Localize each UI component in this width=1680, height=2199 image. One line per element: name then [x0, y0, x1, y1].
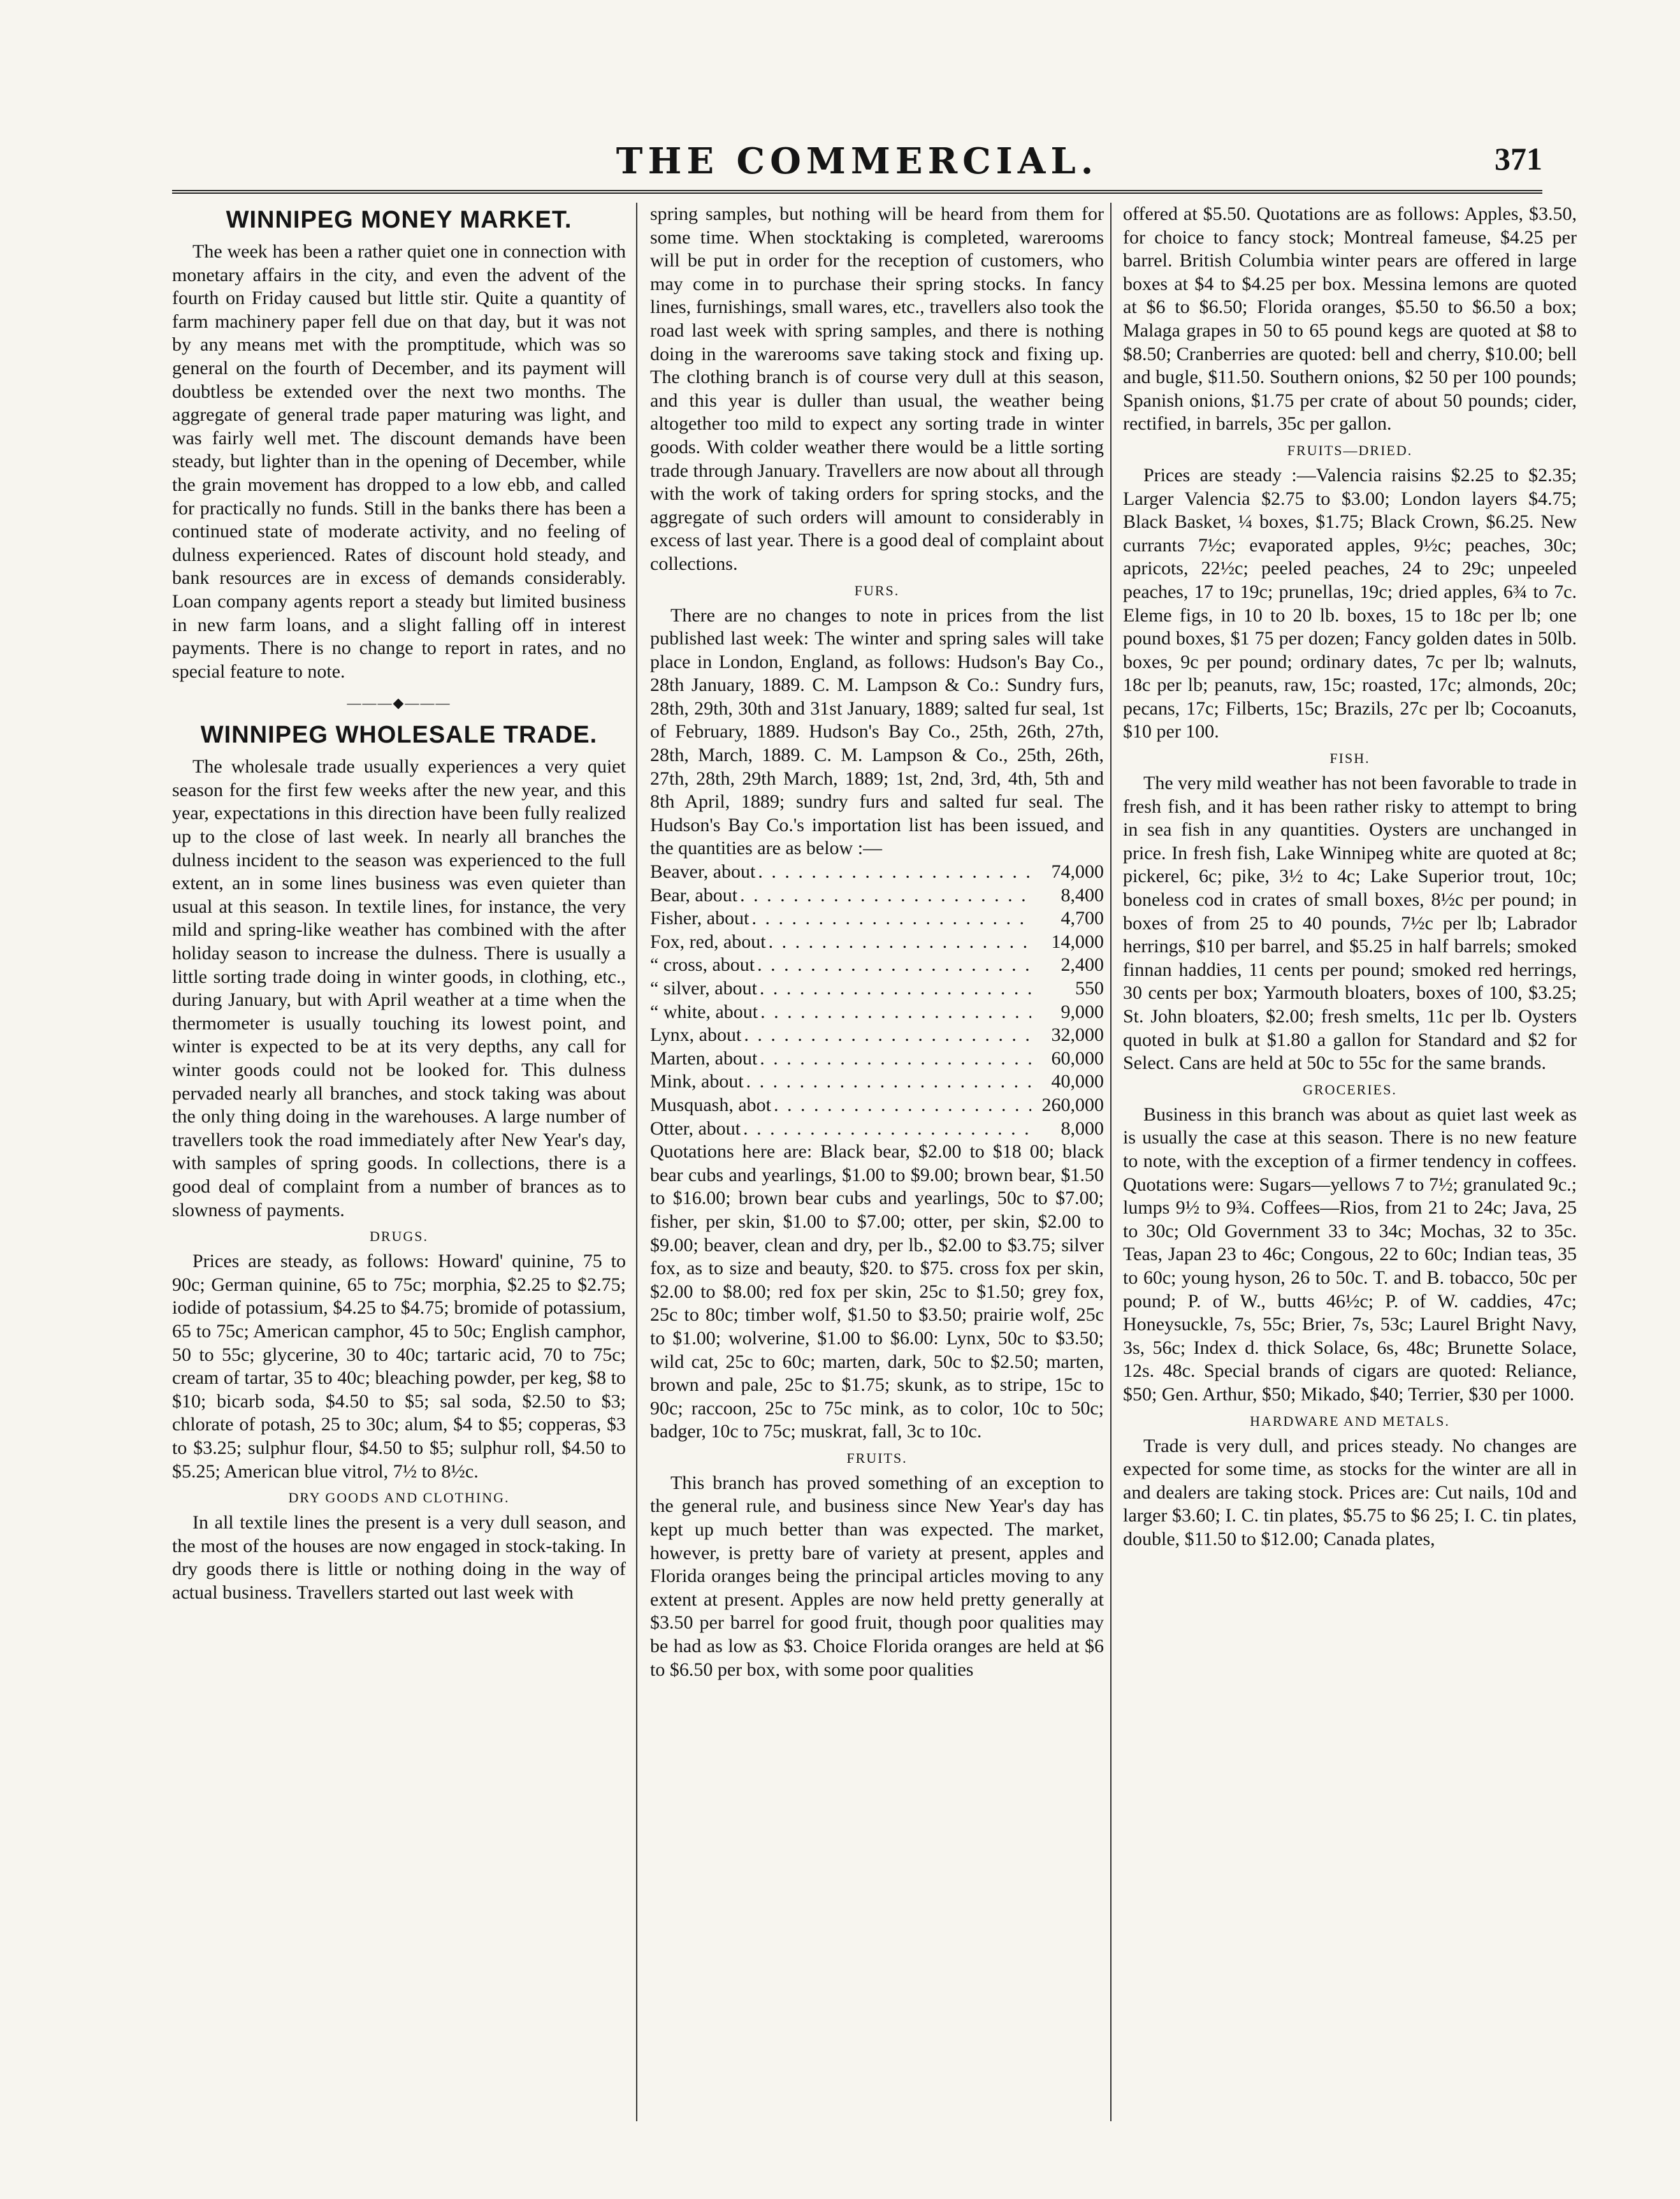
fruits-text: This branch has proved something of an exception to the general rule, and business since New Year's day has kept up much better than was expected. The market, however, is pretty bare of variety at present, apples and Florida oranges being the principal articles moving to any extent at present. Apples are now held pretty generally at $3.50 per barrel for good fruit, though poor qualities may be had as low as $3. Choice Florida oranges are held at $6 to $6.50 per box, with some poor qualities: [650, 1472, 1104, 1680]
fur-name: Bear, about: [650, 884, 738, 906]
column-divider: [1110, 203, 1112, 2121]
fur-name: “ silver, about: [650, 978, 757, 999]
list-item: [650, 1094, 1104, 1117]
wholesale-trade-text: The wholesale trade usually experiences a very quiet season for the first few weeks after the new year, and this year, expectations in this direction have been fully realized up to the close of last week. In nearly all branches the dulness incident to the season was experienced to the full extent, an in some lines business was even quieter than usual at this season. In textile lines, for instance, the very mild and spring-like weather has combined with the after holiday season to increase the dulness. There is usually a little sorting trade doing in winter goods, in clothing, etc., during January, but with April weather at a time when the thermometer is usually touching its lowest point, and winter is expected to be at its very depths, any call for winter goods could not be looked for. This dulness pervaded nearly all branches, and stock taking was about the only thing doing in the warehouses. A large number of travellers took the road immediately after New Year's day, with samples of spring goods. In collections, there is a good deal of complaint from a number of brances as to slowness of payments.: [172, 756, 626, 1221]
list-item: [650, 977, 1104, 1001]
fur-name: Musquash, abot: [650, 1094, 771, 1115]
fur-quantity: 74,000: [1051, 861, 1104, 883]
list-item: [650, 1001, 1104, 1024]
dry-goods-text: In all textile lines the present is a very dull season, and the most of the houses are now engaged in stock-taking. In dry goods there is little or nothing doing in the way of actual business. Travellers started out last week with: [172, 1512, 626, 1603]
list-item: [650, 907, 1104, 931]
list-item: [650, 860, 1104, 884]
fur-quantity: 40,000: [1051, 1071, 1104, 1092]
fur-name: Lynx, about: [650, 1024, 742, 1046]
fur-quantity: 9,000: [1061, 1001, 1104, 1022]
column-2: [650, 203, 1104, 2166]
column-1: [172, 203, 626, 2166]
fur-name: Fisher, about: [650, 908, 749, 929]
groceries-heading: GROCERIES.: [1303, 1081, 1397, 1098]
drugs-text: Prices are steady, as follows: Howard' quinine, 75 to 90c; German quinine, 65 to 75c; morphia, $2.25 to $2.75; iodide of potassium, $4.25 to $4.75; bromide of potassium, 65 to 75c; American camphor, 45 to 50c; English camphor, 50 to 55c; glycerine, 30 to 40c; tartaric acid, 70 to 75c; cream of tartar, 35 to 40c; bleaching powder, per keg, $8 to $10; bicarb soda, $4.50 to $5; sal soda, $2.50 to $3; chlorate of potash, 25 to 30c; alum, $4 to $5; copperas, $3 to $3.25; sulphur flour, $4.50 to $5; sulphur roll, $4.50 to $5.25; American blue vitrol, 7½ to 8½c.: [172, 1251, 626, 1482]
dried-fruits-heading: FRUITS—DRIED.: [1287, 442, 1413, 458]
newspaper-title: THE COMMERCIAL.: [616, 140, 1099, 182]
hardware-heading: HARDWARE AND METALS.: [1250, 1412, 1450, 1429]
list-item: [650, 1024, 1104, 1047]
dry-goods-heading: DRY GOODS AND CLOTHING.: [288, 1490, 510, 1506]
list-item: [650, 1047, 1104, 1071]
fur-quantity: 8,000: [1061, 1117, 1104, 1139]
fur-name: “ cross, about: [650, 954, 755, 976]
fur-quantity: 8,400: [1061, 884, 1104, 906]
fur-quantity: 550: [1075, 978, 1104, 999]
dried-fruits-text: Prices are steady :—Valencia raisins $2.25 to $2.35; Larger Valencia $2.75 to $3.00; London layers $4.75; Black Basket, ¼ boxes, $1.75; Black Crown, $6.25. New currants 7½c; evaporated apples, 9½c; peaches, 30c; apricots, 22½c; peeled peaches, 24 to 29c; unpeeled peaches, 17 to 19c; prunellas, 19c; dried apples, 6¾ to 7c. Eleme figs, in 10 to 20 lb. boxes, 15 to 18c per lb; one pound boxes, $1 75 per dozen; Fancy golden dates in 50lb. boxes, 9c per pound; ordinary dates, 7c per lb; walnuts, 18c per lb; peanuts, raw, 15c; roasted, 17c; almonds, 20c; pecans, 17c; Filberts, 15c; Brazils, 27c per lb; Cocoanuts, $10 per 100.: [1123, 464, 1577, 743]
masthead: [172, 140, 1542, 191]
fur-quantity: 32,000: [1051, 1024, 1104, 1046]
money-market-text: The week has been a rather quiet one in connection with monetary affairs in the city, and even the advent of the fourth on Friday caused but little stir. Quite a quantity of farm machinery paper fell due on that day, but it was not by any means met with the promptitude, which was so general on the fourth of December, and its payment will doubtless be extended over the next two months. The aggregate of general trade paper maturing was light, and was fairly well met. The discount demands have been steady, but lighter than in the opening of December, while the grain movement has dropped to a low ebb, and called for practically no funds. Still in the banks there has been a continued state of moderate activity, and no feeling of dulness experienced. Rates of discount hold steady, and bank resources are in excess of demands considerably. Loan company agents report a steady but limited business in new farm loans, and a slight falling off in interest payments. There is no change to report in rates, and no special feature to note.: [172, 241, 626, 682]
list-item: [650, 931, 1104, 954]
fur-name: Marten, about: [650, 1047, 758, 1069]
column-3: [1123, 203, 1577, 2166]
fur-quantity: 2,400: [1061, 954, 1104, 976]
page-number: 371: [1495, 141, 1542, 177]
fish-text: The very mild weather has not been favorable to trade in fresh fish, and it has been rather risky to attempt to bring in sea fish in any quantities. Oysters are unchanged in price. In fresh fish, Lake Winnipeg white are quoted at 8c; pickerel, 6c; pike, 3½ to 4c; Lake Superior trout, 10c; boneless cod in crates of small boxes, 8½c per pound; in boxes of from 25 to 40 pounds, 7½c per lb; Labrador herrings, $10 per barrel, and $5.25 in half barrels; smoked finnan haddies, 11 cents per pound; smoked red herrings, 30 cents per box; Yarmouth bloaters, boxes of 100, $3.25; St. John bloaters, $2.00; fresh smelts, 11c per lb. Oysters quoted in bulk at $1.80 a gallon for Standard and $2 for Select. Cans are held at 50c to 55c for the same brands.: [1123, 773, 1577, 1074]
fur-name: “ white, about: [650, 1001, 758, 1022]
groceries-text: Business in this branch was about as quiet last week as is usually the case at this season. There is no new feature to note, with the exception of a firmer tendency in coffees. Quotations were: Sugars—yellows 7 to 7½; granulated 9c.; lumps 9½ to 9¾. Coffees—Rios, from 21 to 24c; Java, 25 to 30c; Old Government 33 to 34c; Mochas, 32 to 35c. Teas, Japan 23 to 46c; Congous, 22 to 60c; Indian teas, 35 to 60c; young hyson, 26 to 50c. T. and B. tobacco, 50c per pound; P. of W., butts 46½c; P. of W. caddies, 47c; Honeysuckle, 7s, 55c; Brier, 7s, 53c; Laurel Bright Navy, 3s, 56c; Index d. thick Solace, 6s, 48c; Brunette Solace, 12s. 48c. Special brands of cigars are quoted: Reliance, $50; Gen. Arthur, $50; Mikado, $40; Terrier, $30 per 1000.: [1123, 1103, 1577, 1405]
hardware-text: Trade is very dull, and prices steady. No changes are expected for some time, as stocks for the winter are all in and dealers are taking stock. Prices are: Cut nails, 10d and larger $3.60; I. C. tin plates, $5.75 to $6 25; I. C. tin plates, double, $11.50 to $12.00; Canada plates,: [1123, 1435, 1577, 1549]
fur-name: Mink, about: [650, 1071, 744, 1092]
section-separator: ———◆———: [347, 695, 451, 711]
furs-heading: FURS.: [854, 582, 900, 599]
fur-quantity: 4,700: [1061, 908, 1104, 929]
column-divider: [636, 203, 637, 2121]
money-market-heading: WINNIPEG MONEY MARKET.: [226, 207, 572, 233]
wholesale-trade-heading: WINNIPEG WHOLESALE TRADE.: [200, 722, 598, 749]
fur-quotations-text: Quotations here are: Black bear, $2.00 to $18 00; black bear cubs and yearlings, $1.00 to $9.00; brown bear, $1.50 to $16.00; brown bear cubs and yearlings, 50c to $7.00; fisher, per skin, $1.00 to $7.00; otter, per skin, $2.00 to $9.00; beaver, clean and dry, per lb., $2.00 to $3.75; silver fox, as to size and beauty, $20. to $75. cross fox per skin, $2.00 to $8.00; red fox per skin, 25c to $1.50; grey fox, 25c to 80c; timber wolf, $1.50 to $3.50; prairie wolf, 25c to $1.00; wolverine, $1.00 to $6.00: Lynx, 50c to $3.50; wild cat, 25c to 60c; marten, dark, 50c to $2.50; marten, brown and pale, 25c to $1.75; skunk, as to stripe, 15c to 90c; raccoon, 25c to 75c mink, as to color, 10c to 50c; badger, 10c to 75c; muskrat, fall, 3c to 10c.: [650, 1141, 1104, 1442]
list-item: [650, 884, 1104, 908]
fish-heading: FISH.: [1329, 750, 1370, 767]
fur-name: Beaver, about: [650, 861, 756, 883]
fur-quantity: 60,000: [1051, 1047, 1104, 1069]
list-item: [650, 1117, 1104, 1141]
masthead-rule: [172, 190, 1542, 194]
fur-name: Otter, about: [650, 1117, 741, 1139]
drugs-heading: DRUGS.: [369, 1228, 429, 1245]
fur-name: Fox, red, about: [650, 931, 766, 952]
fruits-heading: FRUITS.: [846, 1449, 908, 1466]
list-item: [650, 954, 1104, 977]
fur-quantity: 14,000: [1051, 931, 1104, 952]
dry-goods-continued-text: spring samples, but nothing will be heard from them for some time. When stocktaking is completed, warerooms will be put in order for the reception of customers, who may come in to purchase their spring stocks. In fancy lines, furnishings, small wares, etc., travellers also took the road last week with spring samples, and there is nothing doing in the warerooms save taking stock and fixing up. The clothing branch is of course very dull at this season, and this year is duller than usual, the weather being altogether too mild to expect any sorting trade in winter goods. With colder weather there would be a little sorting trade through January. Travellers are now about all through with the work of taking orders for spring stocks, and the aggregate of such orders will amount to considerably in excess of last year. There is a good deal of complaint about collections.: [650, 203, 1104, 574]
furs-quantity-list: [650, 860, 1104, 1140]
fruits-continued-text: offered at $5.50. Quotations are as follows: Apples, $3.50, for choice to fancy stock; Montreal fameuse, $4.25 per barrel. British Columbia winter pears are offered in large boxes at $4 to $4.25 per box. Messina lemons are quoted at $6 to $6.50; Florida oranges, $5.50 to $6.50 a box; Malaga grapes in 50 to 65 pound kegs are quoted at $8 to $8.50; Cranberries are quoted: bell and cherry, $10.00; bell and bugle, $11.50. Southern onions, $2 50 per 100 pounds; Spanish onions, $1.75 per crate of about 50 pounds; cider, rectified, in barrels, 35c per gallon.: [1123, 203, 1577, 435]
list-item: [650, 1070, 1104, 1094]
furs-text: There are no changes to note in prices from the list published last week: The winter and spring sales will take place in London, England, as follows: Hudson's Bay Co., 28th January, 1889. C. M. Lampson & Co.: Sundry furs, 28th, 29th, 30th and 31st January, 1889; salted fur seal, 1st of February, 1889. Hudson's Bay Co., 25th, 26th, 27th, 28th, March, 1889. C. M. Lampson & Co., 25th, 26th, 27th, 28th, 29th March, 1889; 1st, 2nd, 3rd, 4th, 5th and 8th April, 1889; sundry furs and salted fur seal. The Hudson's Bay Co.'s importation list has been issued, and the quantities are as below :—: [650, 604, 1104, 859]
fur-quantity: 260,000: [1041, 1094, 1104, 1115]
